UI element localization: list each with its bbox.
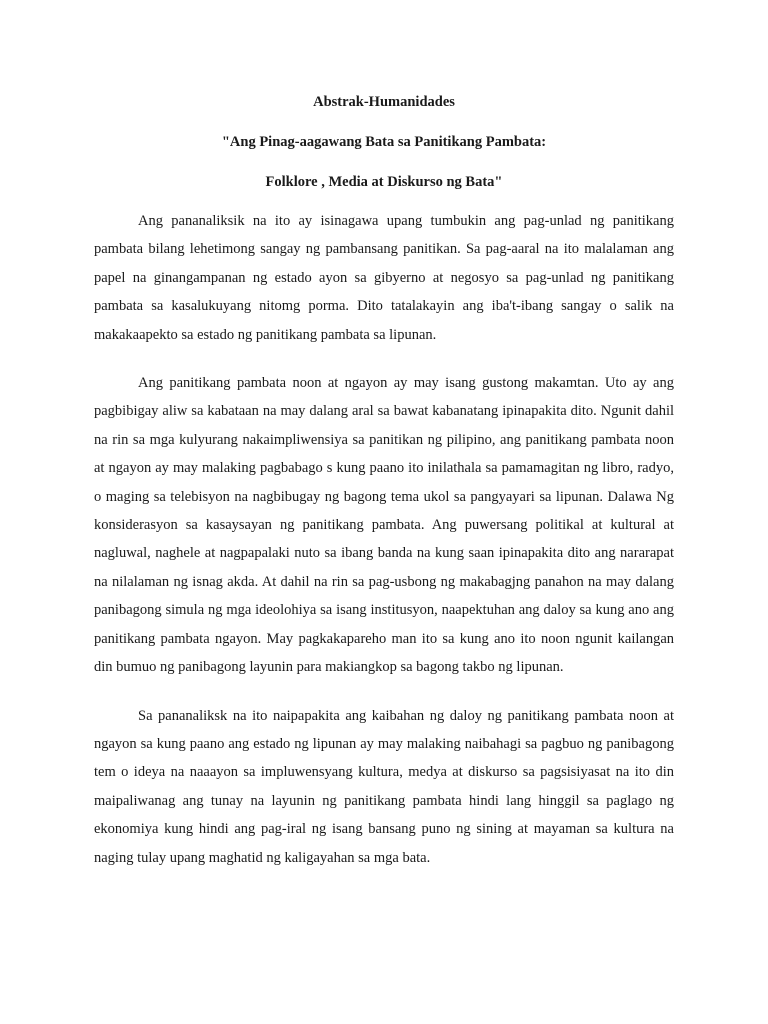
title-line-2: Folklore , Media at Diskurso ng Bata" xyxy=(265,174,503,190)
paragraph-2: Ang panitikang pambata noon at ngayon ay may isang gustong makamtan. Uto ay ang pagbibigay aliw sa kabataan na may dalang aral sa bawat kabanatang ipinapakita dito. Ngunit dahil na rin sa mga kulyurang nakaimpliwensiya sa panitikan ng pilipino, ang panitikang pambata noon at ngayon ay may malaking pagbabago s kung paano ito inilathala sa pamamagitan ng libro, radyo, o maging sa telebisyon na nagbibugay ng bagong tema ukol sa pangyayari sa lipunan. Dalawa Ng konsiderasyon sa kasaysayan ng panitikang pambata. Ang puwersang politikal at kultural at nagluwal, naghele at nagpapalaki nuto sa ibang banda na kung saan ipinapakita dito ang nararapat na nilalaman ng isnag akda. At dahil na rin sa pag-usbong ng makabagjng panahon na may dalang panibagong simula ng mga ideolohiya sa isang institusyon, naapektuhan ang daloy sa kung ano ang panitikang pambata ngayon. May pagkakapareho man ito sa kung ano ito noon ngunit kailangan din bumuo ng panibagong layunin para makiangkop sa bagong takbo ng lipunan. xyxy=(94,375,674,676)
abstract-body xyxy=(94,207,674,892)
paragraph-1: Ang pananaliksik na ito ay isinagawa upang tumbukin ang pag-unlad ng panitikang pambata bilang lehetimong sangay ng pambansang panitikan. Sa pag-aaral na ito malalaman ang papel na ginangampanan ng estado ayon sa gibyerno at negosyo sa pag-unlad ng panitikang pambata sa kasalukuyang nitomg porma. Dito tatalakayin ang iba't-ibang sangay o salik na makakaapekto sa estado ng panitikang pambata sa lipunan. xyxy=(94,213,674,343)
section-label: Abstrak-Humanidades xyxy=(313,94,455,110)
title-line-1: "Ang Pinag-aagawang Bata sa Panitikang Pambata: xyxy=(221,134,547,150)
paragraph-3: Sa pananaliksk na ito naipapakita ang kaibahan ng daloy ng panitikang pambata noon at ngayon sa kung paano ang estado ng lipunan ay may malaking naibahagi sa pagbuo ng panibagong tem o ideya na naaayon sa impluwensyang kultura, medya at diskurso sa pagsisiyasat na ito din maipaliwanag ang tunay na layunin ng panitikang pambata hindi lang hinggil sa paglago ng ekonomiya kung hindi ang pag-iral ng isang bansang puno ng sining at mayaman sa kultura na naging tulay upang maghatid ng kaligayahan sa mga bata. xyxy=(94,707,674,866)
